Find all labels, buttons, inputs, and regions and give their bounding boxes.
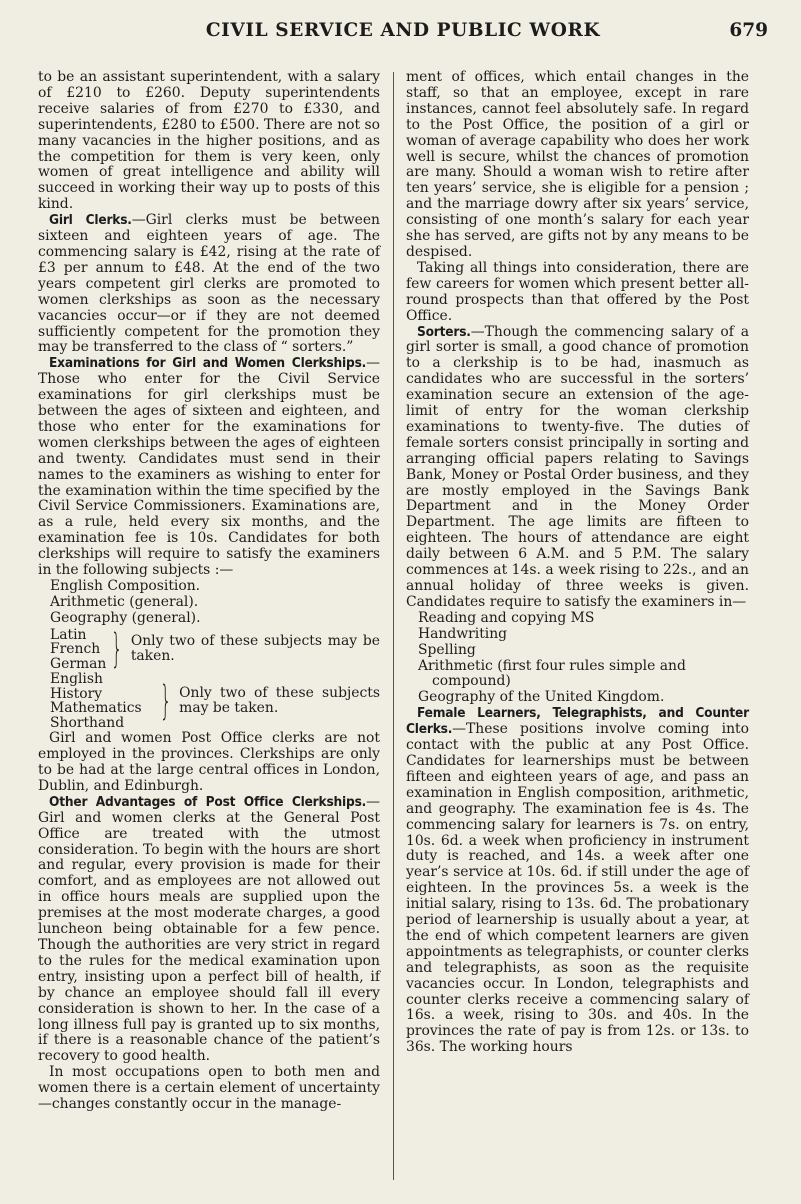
section-heading: Girl Clerks. xyxy=(49,212,132,229)
list-item: Spelling xyxy=(418,641,476,658)
section-heading: Examinations for Girl and Women Clerkships. xyxy=(49,355,367,372)
paragraph: Girl and women Post Office clerks are not employed in the provinces. Clerkships are only to be had at the large central offices in London, Dublin, and Edinburgh. xyxy=(38,730,380,794)
page-header xyxy=(38,18,768,46)
running-title: CIVIL SERVICE AND PUBLIC WORK xyxy=(205,20,601,41)
section-text: —Though the commencing salary of a girl sorter is small, a good chance of promotion to a clerkship is to be had, inasmuch as candidates who are successful in the sorters’ examination secure an extension of the age-limit of entry for the woman clerkship examinations to twenty-five. The duties of female sorters consist principally in sorting and arranging official papers relating to Savings Bank, Money or Postal Order business, and they are mostly employed in the Savings Bank Department and in the Money Order Department. The age limits are fifteen to eighteen. The hours of attendance are eight daily between 6 A.M. and 5 P.M. The salary commences at 14s. a week rising to 22s., and an annual holiday of three weeks is given. Candidates require to satisfy the examiners in— xyxy=(406,323,749,610)
list-item: Arithmetic (general). xyxy=(50,593,199,610)
column-divider xyxy=(393,72,394,1180)
section-heading: Other Advantages of Post Office Clerkships. xyxy=(49,793,367,810)
section-text: —Girl clerks must be between sixteen and eighteen years of age. The commencing salary is £42, rising at the rate of £3 per annum to £48. At the end of the two years competent girl clerks are promoted to women clerkships as soon as the necessary vacancies occur—or if they are not deemed sufficiently competent for the promotion they may be transferred to the class of “ sorters.” xyxy=(38,212,381,356)
list-item: Handwriting xyxy=(418,625,508,642)
left-column xyxy=(38,70,380,1113)
subject-list xyxy=(38,579,380,627)
paragraph-advantages xyxy=(38,795,380,1065)
paragraph: Taking all things into consideration, there are few careers for women which present better all-round prospects than that offered by the Post Office. xyxy=(406,259,749,324)
right-column xyxy=(406,70,749,1056)
list-item: Geography (general). xyxy=(50,609,201,626)
list-item: French xyxy=(50,641,101,658)
list-item: English History xyxy=(50,671,103,702)
list-item: English Composition. xyxy=(50,578,201,594)
section-text: —Girl and women clerks at the General Post Office are treated with the utmost consideration. To begin with the hours are short and regular, every provision is made for their comfort, and as employees are not allowed out in office hours meals are supplied upon the premises at the most moderate charges, a good luncheon being obtainable for a few pence. Though the authorities are very strict in regard to the rules for the medical examination upon entry, insisting upon a perfect bill of health, if by chance an employee should fall ill every consideration is shown to her. In the case of a long illness full pay is granted up to six months, if there is a reasonable chance of the patient’s recovery to good health. xyxy=(38,793,380,1065)
brace-note: Only two of these subjects may be taken. xyxy=(130,633,380,665)
right-brace: } xyxy=(159,678,172,725)
section-heading: Sorters. xyxy=(417,323,471,340)
list-item: Shorthand xyxy=(50,714,125,731)
section-heading: Female Learners, Telegraphists, and Counter Clerks. xyxy=(406,705,749,738)
sorter-subject-list xyxy=(406,611,749,706)
paragraph: to be an assistant superintendent, with a salary of £210 to £260. Deputy superintendents receive salaries of from £270 to £330, and superintendents, £280 to £500. There are not so many vacancies in the higher positions, and as the competition for them is very keen, only women of great intelligence and ability will succeed in working their way up to posts of this kind. xyxy=(38,69,380,213)
page-number: 679 xyxy=(729,20,768,41)
paragraph-girl-clerks xyxy=(38,213,380,356)
section-text: —Those who enter for the Civil Service examinations for girl clerkships must be between the ages of sixteen and eighteen, and those who enter for the examinations for women clerkships between the ages of eighteen and twenty. Candidates must send in their names to the examiners as wishing to enter for the examination within the time specified by the Civil Service Commissioners. Examinations are, as a rule, held every six months, and the examination fee is 10s. Candidates for both clerkships will require to satisfy the examiners in the following subjects :— xyxy=(38,355,380,579)
list-item: Latin xyxy=(50,626,87,643)
paragraph: ment of offices, which entail changes in the staff, so that an employee, except in rare instances, cannot feel absolutely safe. In regard to the Post Office, the position of a girl or woman of average capability who does her work well is secure, whilst the chances of promotion are many. Should a woman wish to retire after ten years’ service, she is eligible for a pension ; and the marriage dowry after six years’ service, consisting of one month’s salary for each year she has served, are gifts not by any means to be despised. xyxy=(406,69,749,260)
list-item: compound) xyxy=(432,673,511,690)
paragraph-sorters xyxy=(406,325,749,611)
paragraph-examinations xyxy=(38,356,380,579)
right-brace: } xyxy=(111,626,123,673)
list-item: Geography of the United Kingdom. xyxy=(418,689,665,706)
paragraph-female-learners xyxy=(406,706,749,1056)
list-item: Reading and copying MS xyxy=(418,609,595,626)
brace-note: Only two of these subjects may be taken. xyxy=(179,685,380,717)
list-item: German xyxy=(50,655,107,672)
language-subject-group xyxy=(50,628,380,672)
list-item: Arithmetic (first four rules simple and xyxy=(418,657,686,674)
paragraph: In most occupations open to both men and women there is a certain element of uncertainty—changes constantly occur in the manage- xyxy=(38,1064,380,1113)
history-subject-group xyxy=(50,672,380,730)
list-item: Mathematics xyxy=(50,700,142,717)
section-text: —These positions involve coming into contact with the public at any Post Office. Candidates for learnerships must be between fifteen and eighteen years of age, and pass an examination in English composition, arithmetic, and geography. The examination fee is 4s. The commencing salary for learners is 7s. on entry, 10s. 6d. a week when proficiency in instrument duty is reached, and 14s. a week after one year’s service at 10s. 6d. if still under the age of eighteen. In the provinces 5s. a week is the initial salary, rising to 13s. 6d. The probationary period of learnership is usually about a year, at the end of which competent learners are given appointments as telegraphists, or counter clerks and telegraphists, as soon as the requisite vacancies occur. In London, telegraphists and counter clerks receive a commencing salary of 16s. a week, rising to 30s. and 40s. In the provinces the rate of pay is from 12s. or 13s. to 36s. The working hours xyxy=(406,721,749,1056)
